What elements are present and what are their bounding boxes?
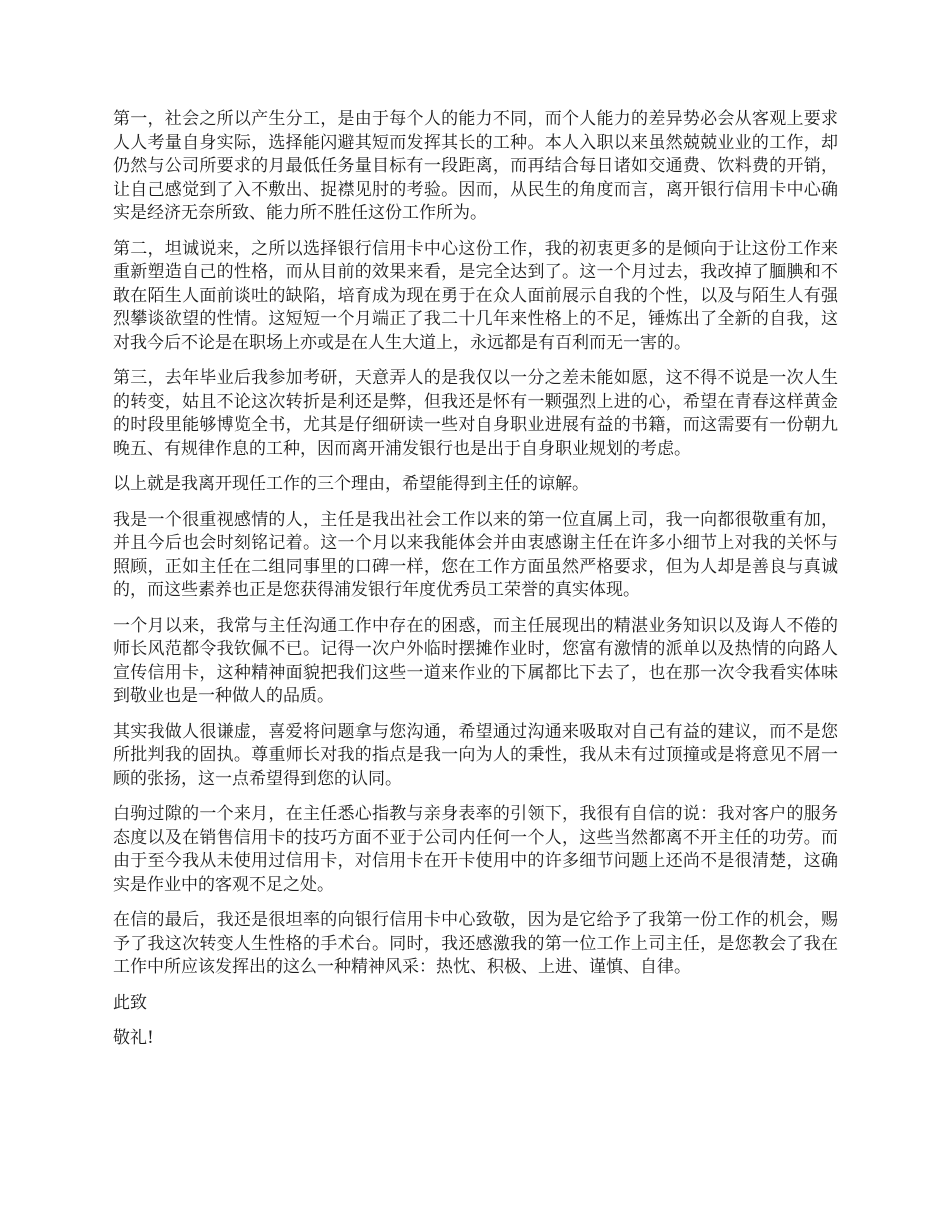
paragraph-5: 我是一个很重视感情的人，主任是我出社会工作以来的第一位直属上司，我一向都很敬重有加，并且今后也会时刻铭记着。这一个月以来我能体会并由衷感谢主任在许多小细节上对我的关怀与照顾，正如主任在二组同事里的口碑一样，您在工作方面虽然严格要求，但为人却是善良与真诚的，而这些素养也正是您获得浦发银行年度优秀员工荣誉的真实体现。 (113, 509, 838, 600)
closing-regards: 敬礼! (113, 1028, 154, 1048)
paragraph-6: 一个月以来，我常与主任沟通工作中存在的困惑，而主任展现出的精湛业务知识以及诲人不倦的师长风范都令我钦佩不已。记得一次户外临时摆摊作业时，您富有激情的派单以及热情的向路人宣传信用卡，这种精神面貌把我们这些一道来作业的下属都比下去了，也在那一次令我看实体味到敬业也是一种做人的品质。 (113, 615, 838, 706)
closing-salutation: 此致 (113, 992, 147, 1013)
letter-body (113, 108, 838, 1063)
paragraph-7: 其实我做人很谦虚，喜爱将问题拿与您沟通，希望通过沟通来吸取对自己有益的建议，而不是您所批判我的固执。尊重师长对我的指点是我一向为人的秉性，我从未有过顶撞或是将意见不屑一顾的张扬，这一点希望得到您的认同。 (113, 721, 838, 789)
paragraph-2: 第二，坦诚说来，之所以选择银行信用卡中心这份工作，我的初衷更多的是倾向于让这份工作来重新塑造自己的性格，而从目前的效果来看，是完全达到了。这一个月过去，我改掉了腼腆和不敢在陌生人面前谈吐的缺陷，培育成为现在勇于在众人面前展示自我的个性，以及与陌生人有强烈攀谈欲望的性情。这短短一个月端正了我二十几年来性格上的不足，锤炼出了全新的自我，这对我今后不论是在职场上亦或是在人生大道上，永远都是有百利而无一害的。 (113, 238, 838, 353)
paragraph-1: 第一，社会之所以产生分工，是由于每个人的能力不同，而个人能力的差异势必会从客观上要求人人考量自身实际，选择能闪避其短而发挥其长的工种。本人入职以来虽然兢兢业业的工作，却仍然与公司所要求的月最低任务量目标有一段距离，而再结合每日诸如交通费、饮料费的开销，让自己感觉到了入不敷出、捉襟见肘的考验。因而，从民生的角度而言，离开银行信用卡中心确实是经济无奈所致、能力所不胜任这份工作所为。 (113, 109, 838, 223)
paragraph-3: 第三，去年毕业后我参加考研，天意弄人的是我仅以一分之差未能如愿，这不得不说是一次人生的转变，姑且不论这次转折是利还是弊，但我还是怀有一颗强烈上进的心，希望在青春这样黄金的时段里能够博览全书，尤其是仔细研读一些对自身职业进展有益的书籍，而这需要有一份朝九晚五、有规律作息的工种，因而离开浦发银行也是出于自身职业规划的考虑。 (113, 368, 838, 459)
paragraph-8: 白驹过隙的一个来月，在主任悉心指教与亲身表率的引领下，我很有自信的说：我对客户的服务态度以及在销售信用卡的技巧方面不亚于公司内任何一个人，这些当然都离不开主任的功劳。而由于至今我从未使用过信用卡，对信用卡在开卡使用中的许多细节问题上还尚不是很清楚，这确实是作业中的客观不足之处。 (113, 804, 838, 895)
paragraph-4: 以上就是我离开现任工作的三个理由，希望能得到主任的谅解。 (113, 474, 589, 494)
paragraph-9: 在信的最后，我还是很坦率的向银行信用卡中心致敬，因为是它给予了我第一份工作的机会，赐予了我这次转变人生性格的手术台。同时，我还感激我的第一位工作上司主任，是您教会了我在工作中所应该发挥出的这么一种精神风采：热忱、积极、上进、谨慎、自律。 (113, 910, 838, 977)
